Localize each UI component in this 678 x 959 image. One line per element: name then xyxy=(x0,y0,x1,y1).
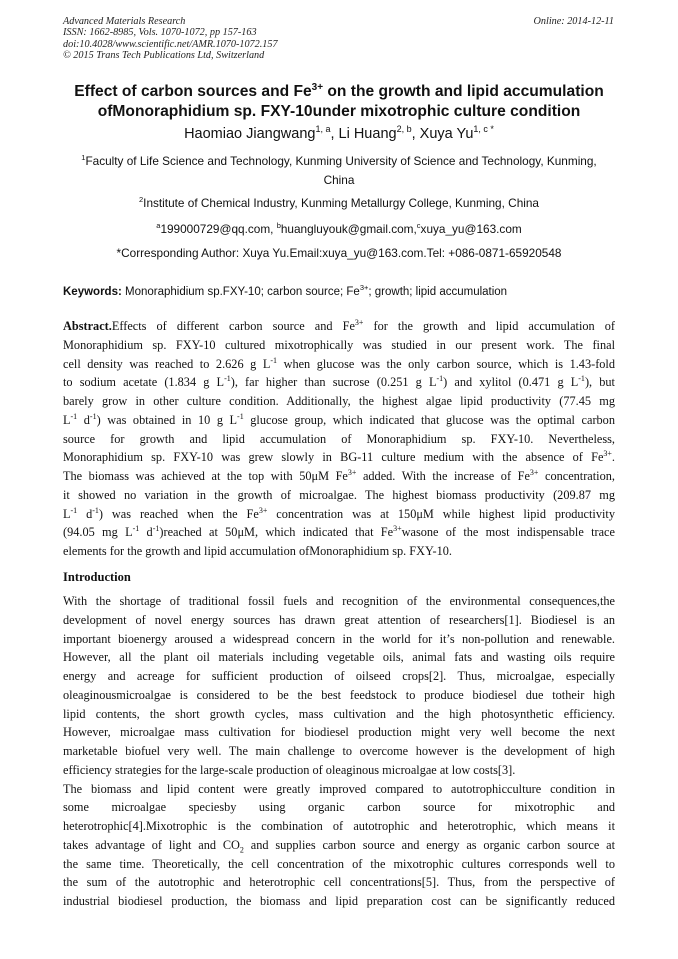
email-b[interactable]: huangluyouk@gmail.com, xyxy=(280,222,417,236)
email-list: $^a$199000729@qq.com, $^b$huangluyouk@gmail.com,$^c$xuya_yu@163.com xyxy=(156,221,522,236)
issn-line: ISSN: 1662-8985, Vols. 1070-1072, pp 157-163 xyxy=(63,27,257,39)
title-line-1: Effect of carbon sources and $Fe^{3+}$ on the growth and lipid accumulation xyxy=(74,81,604,100)
journal-meta xyxy=(63,16,278,61)
abstract-label: Abstract. xyxy=(63,319,112,333)
copyright-line: © 2015 Trans Tech Publications Ltd, Switzerland xyxy=(63,49,265,61)
title-line-2: ofMonoraphidium sp. FXY-10under mixotrophic culture condition xyxy=(97,103,581,120)
author-list: Haomiao Jiangwang$^{1, a}$, Li Huang$^{2, b}$, Xuya $Yu^{1, c *}$ xyxy=(184,124,494,142)
online-date: Online: 2014-12-11 xyxy=(533,16,614,27)
author-1: Haomiao Jiangwang xyxy=(184,126,316,142)
corresponding-author: *Corresponding Author: Xuya Yu.Email:xuya_yu@163.com.Tel: +086-0871-65920548 xyxy=(116,246,562,260)
introduction-body: With the shortage of traditional fossil fuels and recognition of the environmental consequences,the development of novel energy sources has drawn great attention of researchers[1]. Biodiesel is an important bioenergy aroused a widespread concern in the world for it’s non-pollution and renewable. However, all the plant oil materials including vegetable oils, animal fats and wasting oils require energy and acreage for sufficient production of oilseed crops[2]. Thus, microalgae, especially oleaginousmicroalgae is considered to be the best feedstock to produce biodiesel due totheir high lipid contents, the short growth cycles, mass cultivation and the high photosynthetic efficiency. However, microalgae mass cultivation for biodiesel production might very well become the next marketable biofuel very well. The main challenge to overcome however is the development of high efficiency strategies for the large-scale production of oleaginous microalgae at low costs[3]. The biomass and lipid content were greatly improved compared to autotrophicculture condition in some microalgae speciesby using organic carbon source for mixotrophic and heterotrophic[4].Mixotrophic is the combination of autotrophic and heterotrophic, which means it takes advantage of light and $CO_2$ and supplies carbon source and energy as organic carbon source at the same time. Theoretically, the cell concentration of the mixotrophic cultures corresponds well to the sum of the autotrophic and heterotrophic cell concentrations[5]. Thus, from the perspective of industrial biodiesel production, the biomass and lipid preparation cost can be significantly reduced xyxy=(63,594,615,908)
introduction-heading: Introduction xyxy=(63,570,131,584)
email-c[interactable]: xuya_yu@163.com xyxy=(420,222,522,236)
affiliation-2: $^2$Institute of Chemical Industry, Kunming Metallurgy College, Kunming, China xyxy=(139,195,539,210)
affiliation-1: $^1$Faculty of Life Science and Technology, Kunming University of Science and Technology, Kunming, China xyxy=(81,153,597,187)
doi-line: doi:10.4028/www.scientific.net/AMR.1070-1072.157 xyxy=(63,38,278,50)
paper-title xyxy=(52,82,626,122)
author-2: , Li Huang xyxy=(330,126,397,142)
keywords-label: Keywords: xyxy=(63,286,122,298)
keywords: Keywords: Monoraphidium sp.FXY-10; carbon source; $Fe^{3+}$; growth; lipid accumulation xyxy=(63,283,508,298)
journal-name: Advanced Materials Research xyxy=(63,16,186,27)
abstract: Abstract.Effects of different carbon source and $Fe^{3+}$ for the growth and lipid accumulation of Monoraphidium sp. FXY-10 cultured mixotrophically was studied in our present work. The final cell density was reached to 2.626 g $L^{-1}$ when glucose was the only carbon source, which is 1.43-fold to sodium acetate (1.834 g $L^{-1}$), far higher than sucrose (0.251 g $L^{-1}$) and xylitol (0.471 g $L^{-1}$), but barely grow in other culture condition. Additionally, the highest algae lipid productivity (77.45 mg $L^{-1}$ $d^{-1}$) was obtained in 10 g $L^{-1}$ glucose group, which indicated that glucose was the optimal carbon source for growth and lipid accumulation of Monoraphidium sp. FXY-10. Nevertheless, Monoraphidium sp. FXY-10 was grew slowly in BG-11 culture medium with the absence of $Fe^{3+}$. The biomass was achieved at the top with 50μM $Fe^{3+}$ added. With the increase of $Fe^{3+}$ concentration, it showed no variation in the growth of microalgae. The highest biomass productivity (209.87 mg $L^{-1}$ $d^{-1}$) was reached when the $Fe^{3+}$ concentration was at 150μM while highest lipid productivity (94.05 mg $L^{-1}$ $d^{-1})reached$ at 50μM, which indicated that $Fe^{3+}wasone$ of the most indispensable trace elements for the growth and lipid accumulation ofMonoraphidium sp. FXY-10. xyxy=(63,317,615,558)
author-3: , Xuya Yu xyxy=(411,126,474,142)
email-a[interactable]: 199000729@qq.com, xyxy=(160,222,277,236)
